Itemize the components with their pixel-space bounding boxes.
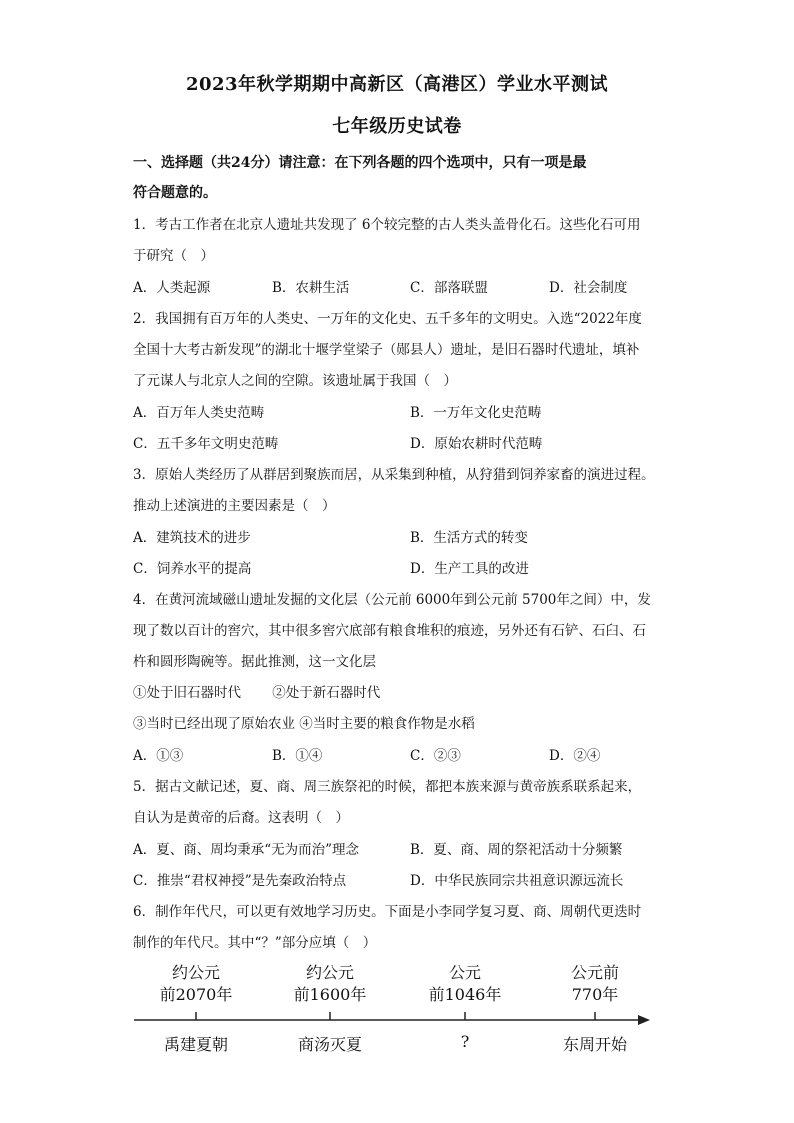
q4-option-a: A．①③ xyxy=(133,748,184,764)
q3-option-c: C．饲养水平的提高 xyxy=(133,561,252,577)
timeline-date-3-bottom: 前1046年 xyxy=(428,985,502,1004)
q5-option-d: D．中华民族同宗共祖意识源远流长 xyxy=(410,873,624,889)
q3-option-b: B．生活方式的转变 xyxy=(410,530,528,546)
q1-option-a: A．人类起源 xyxy=(133,280,211,296)
q4-option-d: D．②④ xyxy=(549,748,601,764)
timeline-date-1-top: 约公元 xyxy=(171,963,220,982)
q1-stem-line1: 1．考古工作者在北京人遗址共发现了 6个较完整的古人类头盖骨化石。这些化石可用 xyxy=(133,217,641,233)
q2-option-b: B．一万年文化史范畴 xyxy=(410,405,542,421)
q5-stem-line2: 自认为是黄帝的后裔。这表明（ ） xyxy=(133,810,349,826)
exam-subtitle: 七年级历史试卷 xyxy=(332,116,462,137)
q6-stem-line1: 6．制作年代尺，可以更有效地学习历史。下面是小李同学复习夏、商、周朝代更迭时 xyxy=(133,904,642,920)
timeline-date-4 xyxy=(540,962,650,1006)
q3-stem-line1: 3．原始人类经历了从群居到聚族而居，从采集到种植，从狩猎到饲养家畜的演进过程。 xyxy=(133,467,655,483)
q2-option-a: A．百万年人类史范畴 xyxy=(133,405,265,421)
timeline-date-2 xyxy=(275,962,385,1006)
q4-stem-line1: 4．在黄河流域磁山遗址发掘的文化层（公元前 6000年到公元前 5700年之间）中，发 xyxy=(133,592,651,608)
q1-stem-line2: 于研究（ ） xyxy=(133,248,214,264)
q5-option-c: C．推崇“君权神授”是先秦政治特点 xyxy=(133,873,347,889)
q2-option-d: D．原始农耕时代范畴 xyxy=(410,436,543,452)
timeline-date-3-top: 公元 xyxy=(448,963,481,982)
q3-option-d: D．生产工具的改进 xyxy=(410,561,529,577)
q4-stem-line3: 杵和圆形陶碗等。据此推测，这一文化层 xyxy=(133,654,376,670)
q2-stem-line1: 2．我国拥有百万年的人类史、一万年的文化史、五千多年的文明史。入选“2022年度 xyxy=(133,311,642,327)
q4-statements-line1: ①处于旧石器时代 ②处于新石器时代 xyxy=(133,685,381,701)
timeline-date-4-top: 公元前 xyxy=(570,963,619,982)
timeline-date-3 xyxy=(410,962,520,1006)
q2-stem-line2: 全国十大考古新发现”的湖北十堰学堂梁子（郧县人）遗址，是旧石器时代遗址，填补 xyxy=(133,342,640,358)
section-heading-line1: 一、选择题（共24分）请注意：在下列各题的四个选项中，只有一项是最 xyxy=(133,155,587,171)
q5-stem-line1: 5．据古文献记述，夏、商、周三族祭祀的时候，都把本族来源与黄帝族系联系起来， xyxy=(133,779,642,795)
q2-stem-line3: 了元谋人与北京人之间的空隙。该遗址属于我国（ ） xyxy=(133,373,457,389)
q6-stem-line2: 制作的年代尺。其中“？”部分应填（ ） xyxy=(133,935,377,951)
q3-stem-line2: 推动上述演进的主要因素是（ ） xyxy=(133,498,336,514)
q2-option-c: C．五千多年文明史范畴 xyxy=(133,436,279,452)
timeline-event-1: 禹建夏朝 xyxy=(163,1035,228,1054)
timeline-date-4-bottom: 770年 xyxy=(571,985,619,1004)
timeline-event-2: 商汤灭夏 xyxy=(297,1035,362,1054)
q4-option-b: B．①④ xyxy=(272,748,323,764)
timeline-figure xyxy=(130,960,660,1060)
section-heading-line2: 符合题意的。 xyxy=(133,185,217,201)
q4-statements-line2: ③当时已经出现了原始农业 ④当时主要的粮食作物是水稻 xyxy=(133,716,475,732)
timeline-date-1 xyxy=(141,962,251,1006)
timeline-event-3: ? xyxy=(460,1032,470,1051)
timeline-date-2-bottom: 前1600年 xyxy=(293,985,367,1004)
timeline-date-1-bottom: 前2070年 xyxy=(159,985,233,1004)
timeline-event-4: 东周开始 xyxy=(562,1035,627,1054)
q1-option-d: D．社会制度 xyxy=(549,280,628,296)
q1-option-c: C．部落联盟 xyxy=(410,280,488,296)
timeline-arrow xyxy=(638,1015,650,1025)
q5-option-a: A．夏、商、周均秉承“无为而治”理念 xyxy=(133,842,360,858)
q4-stem-line2: 现了数以百计的窖穴，其中很多窖穴底部有粮食堆积的痕迹，另外还有石铲、石臼、石 xyxy=(133,623,646,639)
exam-title: 2023年秋学期期中高新区（高港区）学业水平测试 xyxy=(185,74,609,95)
q4-option-c: C．②③ xyxy=(410,748,461,764)
timeline-date-2-top: 约公元 xyxy=(305,963,354,982)
q3-option-a: A．建筑技术的进步 xyxy=(133,530,251,546)
q1-option-b: B．农耕生活 xyxy=(272,280,350,296)
q5-option-b: B．夏、商、周的祭祀活动十分频繁 xyxy=(410,842,623,858)
